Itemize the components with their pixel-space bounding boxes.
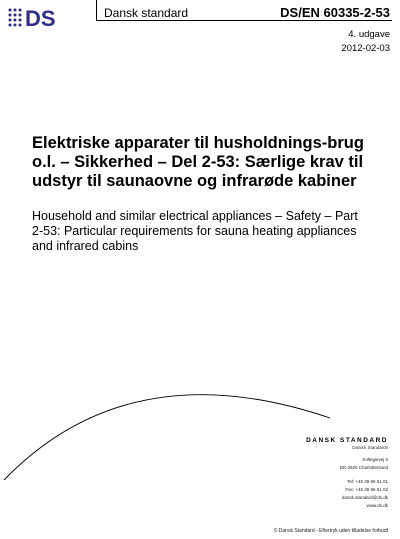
contact-website: www.ds.dk	[366, 503, 388, 508]
publisher-address-block	[306, 437, 388, 510]
header-horizontal-rule	[96, 20, 392, 21]
edition: 4. udgave	[348, 29, 390, 40]
logo-wordmark: DS	[25, 7, 56, 29]
standard-type-label: Dansk standard	[104, 6, 189, 20]
address-line: DK-2920 Charlottenlund	[339, 465, 388, 470]
standard-number: DS/EN 60335-2-53	[280, 5, 390, 20]
contact-phone: Tel: +45 39 96 61 01	[347, 479, 388, 484]
logo-dot-grid	[9, 9, 22, 27]
publisher-subname: Danish Standards	[352, 445, 388, 450]
title-danish: Elektriske apparater til husholdnings-brug o.l. – Sikkerhed – Del 2-53: Særlige krav til udstyr til saunaovne og infrarøde kabiner	[32, 134, 364, 190]
contact-email: dansk.standard@ds.dk	[341, 495, 388, 500]
contact-fax: Fax: +45 39 96 61 02	[345, 487, 388, 492]
ds-logo-graphic	[8, 7, 78, 29]
publication-date: 2012-02-03	[341, 43, 390, 54]
ds-logo	[8, 7, 78, 29]
copyright-notice: © Dansk Standard - Eftertryk uden tilladelse forbudt	[273, 528, 388, 534]
address-line: Kollegievej 6	[362, 457, 388, 462]
publisher-name: DANSK STANDARD	[306, 437, 388, 444]
header-vertical-rule	[96, 0, 97, 20]
title-english: Household and similar electrical appliances – Safety – Part 2-53: Particular requirements for sauna heating appliances and infrared cabins	[32, 209, 358, 253]
